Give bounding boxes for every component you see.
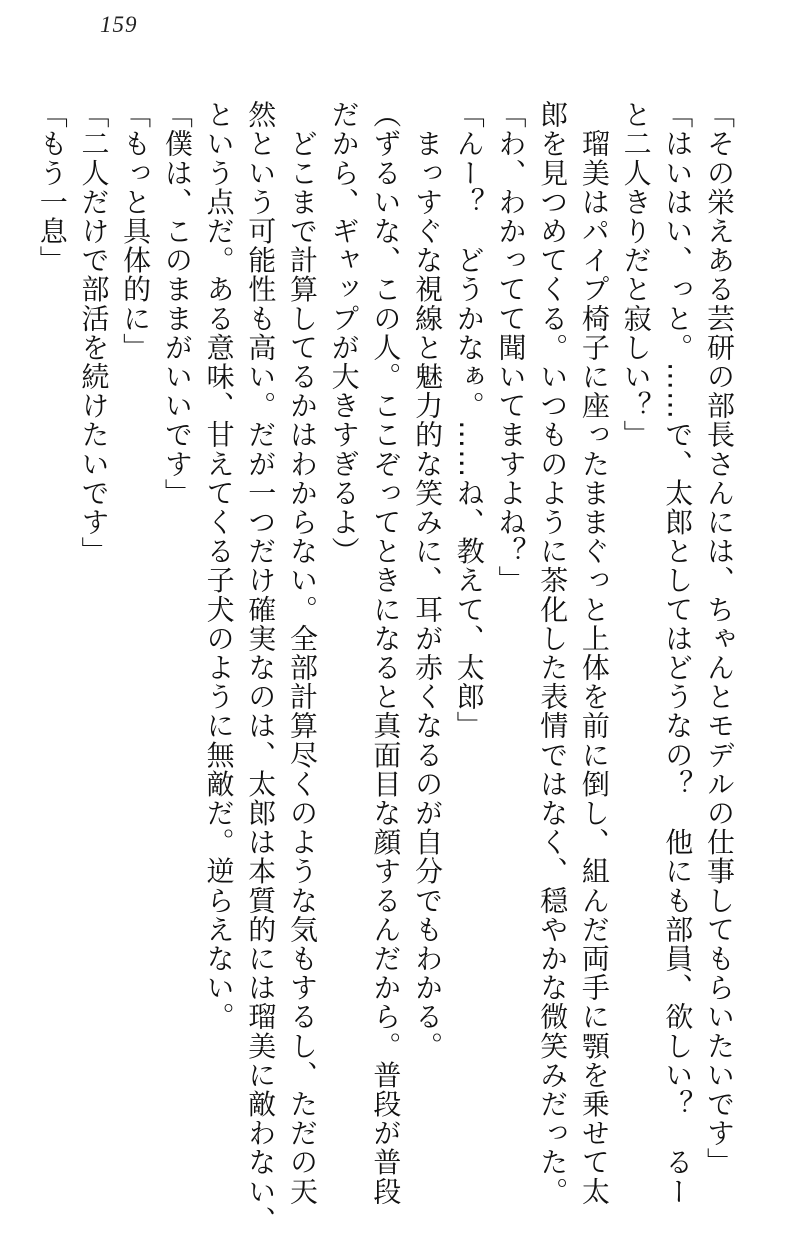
text-line: 「わ、わかってて聞いてますよね？」 — [494, 100, 528, 595]
text-line: 「はいはい、っと。……で、太郎としてはどうなの？ 他にも部員、欲しい？ るー — [661, 100, 695, 1206]
text-line: という点だ。ある意味、甘えてくる子犬のように無敵だ。逆らえない。 — [202, 100, 236, 1032]
novel-text-block — [35, 100, 740, 1235]
text-line: 「その栄えある芸研の部長さんには、ちゃんとモデルの仕事してもらいたいです」 — [703, 100, 736, 1177]
text-line: 「もっと具体的に」 — [119, 100, 153, 362]
page-number: 159 — [100, 12, 138, 37]
text-line: 「二人だけで部活を続けたいです」 — [77, 100, 111, 566]
text-line: どこまで計算してるかはわからない。全部計算尽くのような気もするし、ただの天 — [285, 100, 319, 1206]
text-line: 郎を見つめてくる。いつものように茶化した表情ではなく、穏やかな微笑みだった。 — [536, 100, 570, 1206]
text-line: 瑠美はパイプ椅子に座ったままぐっと上体を前に倒し、組んだ両手に顎を乗せて太 — [577, 100, 611, 1206]
text-line: だから、ギャップが大きすぎるよ） — [327, 100, 361, 566]
text-line: と二人きりだと寂しい？」 — [619, 100, 653, 450]
text-line: 「んー？ どうかなぁ。……ね、教えて、太郎」 — [452, 100, 486, 741]
text-line: 然という可能性も高い。だが一つだけ確実なのは、太郎は本質的には瑠美に敵わない、 — [244, 100, 278, 1235]
text-line: （ずるいな、この人。ここぞってときになると真面目な顔するんだから。普段が普段 — [369, 100, 403, 1206]
text-line: 「僕は、このままがいいです」 — [160, 100, 194, 508]
text-line: まっすぐな視線と魅力的な笑みに、耳が赤くなるのが自分でもわかる。 — [411, 100, 445, 1061]
text-line: 「もう一息」 — [35, 100, 69, 275]
